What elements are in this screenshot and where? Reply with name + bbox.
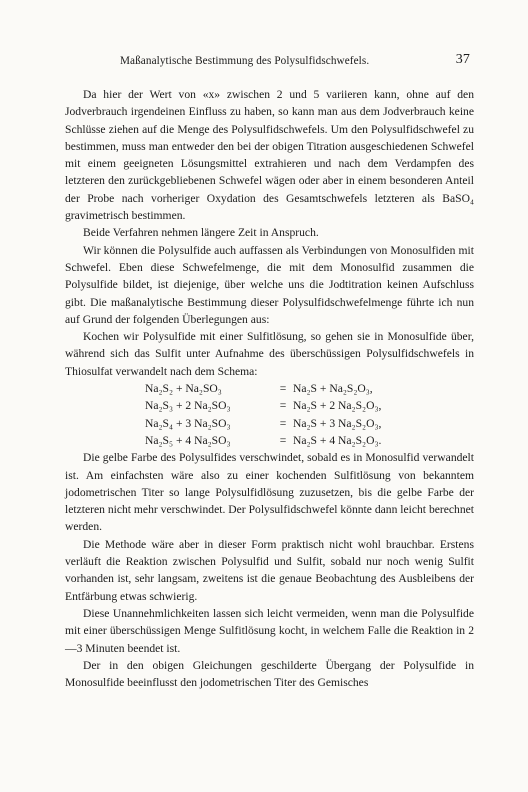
equation-right: Na₂S + Na₂S₂O₃, <box>293 382 373 396</box>
equals-sign: = <box>279 433 287 447</box>
paragraph: Wir können die Polysulfide auch auffassen als Verbindungen von Monosulfiden mit Schwefel. Eben diese Schwefelmenge, die mit dem Monosulfid zusammen die Polysulfide bildet, ist diejenige, über welche uns die Jodtitration keinen Aufschluss gibt. Die maßanalytische Bestimmung dieser Polysulfidschwefelmenge führte ich nun auf Grund der folgenden Überlegungen aus: <box>65 243 474 326</box>
equation-right: Na₂S + 4 Na₂S₂O₃. <box>293 433 382 447</box>
body-text <box>65 86 474 691</box>
paragraph: Kochen wir Polysulfide mit einer Sulfitlösung, so gehen sie in Monosulfide über, während sich das Sulfit unter Aufnahme des überschüssigen Polysulfidschwefels in Thiosulfat verwandelt nach dem Schema: <box>65 330 474 378</box>
equation-row <box>145 432 474 449</box>
equation-left: Na₂S₄ + 3 Na₂SO₃ <box>145 416 231 430</box>
running-head <box>65 53 470 69</box>
equals-sign: = <box>279 399 287 413</box>
equation-right: Na₂S + 3 Na₂S₂O₃, <box>293 416 382 430</box>
equation-left: Na₂S₅ + 4 Na₂SO₃ <box>145 433 231 447</box>
paragraph: Da hier der Wert von «x» zwischen 2 und 5 variieren kann, ohne auf den Jodverbrauch irgendeinen Einfluss zu haben, so kann man aus dem Jodverbrauch keine Schlüsse ziehen auf die Menge des Polysulfidschwefels. Um den Polysulfidschwefel zu bestimmen, muss man entweder den bei der obigen Titration ausgeschiedenen Schwefel mit einem geeigneten Lösungsmittel extrahieren und nach dem Verdampfen des letzteren den zurückgebliebenen Schwefel wägen oder aber in einem besonderen Anteil der Probe nach vorheriger Oxydation des Gesamtschwefels letzteren als BaSO₄ gravimetrisch bestimmen. <box>65 88 474 223</box>
paragraph: Die Methode wäre aber in dieser Form praktisch nicht wohl brauchbar. Erstens verläuft die Reaktion zwischen Polysulfid und Sulfit, sobald nur noch wenig Sulfit vorhanden ist, sehr langsam, zweitens ist die genaue Beobachtung des Ausbleibens der Entfärbung etwas schwierig. <box>65 537 474 603</box>
paragraph: Beide Verfahren nehmen längere Zeit in Anspruch. <box>83 226 319 240</box>
paragraph: Der in den obigen Gleichungen geschilderte Übergang der Polysulfide in Monosulfide beeinflusst den jodometrischen Titer des Gemisches <box>65 658 474 690</box>
equation-row <box>145 380 474 397</box>
running-title: Maßanalytische Bestimmung des Polysulfidschwefels. <box>120 55 370 67</box>
equation-row <box>145 397 474 414</box>
equals-sign: = <box>279 416 287 430</box>
equation-right: Na₂S + 2 Na₂S₂O₃, <box>293 399 382 413</box>
paragraph: Die gelbe Farbe des Polysulfides verschwindet, sobald es in Monosulfid verwandelt ist. Am einfachsten wäre also zu einer kochenden Sulfitlösung von bekanntem jodometrischen Titer so lange Polysulfidlösung zuzusetzen, bis die gelbe Farbe der letzteren nicht mehr verschwindet. Der Polysulfidschwefel könnte dann leicht berechnet werden. <box>65 451 474 534</box>
reaction-equations <box>65 380 474 449</box>
paragraph: Diese Unannehmlichkeiten lassen sich leicht vermeiden, wenn man die Polysulfide mit einer überschüssigen Menge Sulfitlösung kocht, in welchem Falle die Reaktion in 2—3 Minuten beendet ist. <box>65 606 474 655</box>
equation-left: Na₂S₂ + Na₂SO₃ <box>145 382 222 396</box>
page-number: 37 <box>455 52 470 67</box>
equation-left: Na₂S₃ + 2 Na₂SO₃ <box>145 399 231 413</box>
equals-sign: = <box>279 382 287 396</box>
equation-row <box>145 415 474 432</box>
